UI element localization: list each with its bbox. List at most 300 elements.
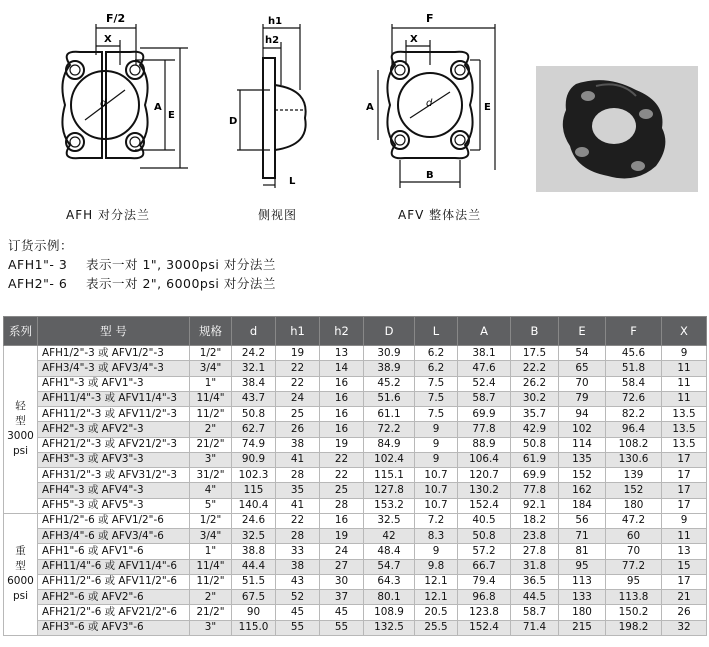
value-cell: 38 — [276, 437, 320, 452]
model-cell: AFH4"-3 或 AFV4"-3 — [38, 483, 190, 498]
value-cell: 180 — [606, 498, 662, 513]
value-cell: 28 — [276, 468, 320, 483]
value-cell: 27 — [320, 559, 364, 574]
value-cell: 26 — [276, 422, 320, 437]
value-cell: 45.6 — [606, 346, 662, 361]
value-cell: 1/2" — [190, 513, 232, 528]
value-cell: 4" — [190, 483, 232, 498]
column-header: d — [232, 317, 276, 346]
value-cell: 77.8 — [511, 483, 559, 498]
value-cell: 19 — [320, 437, 364, 452]
value-cell: 31.8 — [511, 559, 559, 574]
value-cell: 54.7 — [364, 559, 415, 574]
value-cell: 57.2 — [458, 544, 511, 559]
value-cell: 88.9 — [458, 437, 511, 452]
value-cell: 47.2 — [606, 513, 662, 528]
value-cell: 36.5 — [511, 574, 559, 589]
model-cell: AFH3/4"-3 或 AFV3/4"-3 — [38, 361, 190, 376]
table-row — [4, 437, 707, 452]
value-cell: 17 — [662, 483, 707, 498]
value-cell: 2" — [190, 590, 232, 605]
value-cell: 132.5 — [364, 620, 415, 635]
value-cell: 24 — [276, 391, 320, 406]
value-cell: 67.5 — [232, 590, 276, 605]
value-cell: 82.2 — [606, 407, 662, 422]
table-row — [4, 376, 707, 391]
model-cell: AFH1"-3 或 AFV1"-3 — [38, 376, 190, 391]
value-cell: 10.7 — [415, 483, 458, 498]
value-cell: 33 — [276, 544, 320, 559]
value-cell: 13.5 — [662, 407, 707, 422]
column-header: h2 — [320, 317, 364, 346]
value-cell: 44.4 — [232, 559, 276, 574]
value-cell: 7.5 — [415, 391, 458, 406]
value-cell: 70 — [559, 376, 606, 391]
value-cell: 3/4" — [190, 361, 232, 376]
afv-e-label: E — [484, 102, 491, 113]
value-cell: 1/2" — [190, 346, 232, 361]
order-text-1: 表示一对 1", 3000psi 对分法兰 — [86, 257, 276, 272]
value-cell: 58.7 — [511, 605, 559, 620]
afv-caption: AFV 整体法兰 — [398, 208, 482, 222]
value-cell: 80.1 — [364, 590, 415, 605]
value-cell: 81 — [559, 544, 606, 559]
value-cell: 8.3 — [415, 529, 458, 544]
value-cell: 115.1 — [364, 468, 415, 483]
series-label: 型 — [15, 415, 26, 428]
value-cell: 13.5 — [662, 422, 707, 437]
table-body — [4, 346, 707, 636]
series-cell — [4, 513, 38, 635]
column-header: E — [559, 317, 606, 346]
model-cell: AFH21/2"-3 或 AFV21/2"-3 — [38, 437, 190, 452]
value-cell: 41 — [276, 498, 320, 513]
table-row — [4, 544, 707, 559]
model-cell: AFH1/2"-6 或 AFV1/2"-6 — [38, 513, 190, 528]
value-cell: 95 — [606, 574, 662, 589]
value-cell: 30 — [320, 574, 364, 589]
value-cell: 152.4 — [458, 498, 511, 513]
value-cell: 45 — [320, 605, 364, 620]
series-label: psi — [12, 445, 29, 458]
model-cell: AFH3/4"-6 或 AFV3/4"-6 — [38, 529, 190, 544]
value-cell: 37 — [320, 590, 364, 605]
value-cell: 135 — [559, 452, 606, 467]
series-cell — [4, 346, 38, 514]
table-row — [4, 559, 707, 574]
value-cell: 45 — [276, 605, 320, 620]
value-cell: 52.4 — [458, 376, 511, 391]
value-cell: 42 — [364, 529, 415, 544]
value-cell: 71 — [559, 529, 606, 544]
f-label: F — [426, 12, 434, 25]
value-cell: 90.9 — [232, 452, 276, 467]
value-cell: 77.8 — [458, 422, 511, 437]
table-row — [4, 361, 707, 376]
model-cell: AFH2"-6 或 AFV2"-6 — [38, 590, 190, 605]
value-cell: 54 — [559, 346, 606, 361]
value-cell: 61.9 — [511, 452, 559, 467]
value-cell: 44.5 — [511, 590, 559, 605]
h2-label: h2 — [265, 35, 280, 46]
value-cell: 17 — [662, 574, 707, 589]
value-cell: 115.0 — [232, 620, 276, 635]
value-cell: 9 — [415, 437, 458, 452]
column-header: D — [364, 317, 415, 346]
value-cell: 41 — [276, 452, 320, 467]
value-cell: 22 — [320, 468, 364, 483]
value-cell: 113 — [559, 574, 606, 589]
value-cell: 42.9 — [511, 422, 559, 437]
value-cell: 215 — [559, 620, 606, 635]
value-cell: 152 — [559, 468, 606, 483]
value-cell: 18.2 — [511, 513, 559, 528]
value-cell: 10.7 — [415, 468, 458, 483]
column-header: 系列 — [4, 317, 38, 346]
value-cell: 84.9 — [364, 437, 415, 452]
value-cell: 115 — [232, 483, 276, 498]
table-row — [4, 391, 707, 406]
order-title: 订货示例： — [8, 238, 74, 253]
table-header-row — [4, 317, 707, 346]
value-cell: 71.4 — [511, 620, 559, 635]
value-cell: 24 — [320, 544, 364, 559]
value-cell: 102.4 — [364, 452, 415, 467]
value-cell: 26 — [662, 605, 707, 620]
value-cell: 7.2 — [415, 513, 458, 528]
value-cell: 9.8 — [415, 559, 458, 574]
value-cell: 22 — [276, 361, 320, 376]
l-label: L — [289, 176, 296, 187]
value-cell: 65 — [559, 361, 606, 376]
value-cell: 16 — [320, 513, 364, 528]
value-cell: 16 — [320, 422, 364, 437]
order-code-2: AFH2"- 6 — [8, 276, 68, 291]
value-cell: 25.5 — [415, 620, 458, 635]
value-cell: 150.2 — [606, 605, 662, 620]
value-cell: 31/2" — [190, 468, 232, 483]
column-header: h1 — [276, 317, 320, 346]
value-cell: 11/2" — [190, 407, 232, 422]
value-cell: 11 — [662, 391, 707, 406]
model-cell: AFH3"-3 或 AFV3"-3 — [38, 452, 190, 467]
e-label: E — [168, 110, 175, 121]
value-cell: 130.6 — [606, 452, 662, 467]
model-cell: AFH1/2"-3 或 AFV1/2"-3 — [38, 346, 190, 361]
order-example-1 — [8, 255, 276, 273]
table-row — [4, 346, 707, 361]
value-cell: 11/4" — [190, 559, 232, 574]
table-row — [4, 574, 707, 589]
value-cell: 95 — [559, 559, 606, 574]
afv-d-label: d — [426, 98, 433, 109]
value-cell: 32.1 — [232, 361, 276, 376]
value-cell: 15 — [662, 559, 707, 574]
value-cell: 11 — [662, 529, 707, 544]
value-cell: 152 — [606, 483, 662, 498]
value-cell: 72.6 — [606, 391, 662, 406]
value-cell: 120.7 — [458, 468, 511, 483]
value-cell: 38 — [276, 559, 320, 574]
value-cell: 30.9 — [364, 346, 415, 361]
value-cell: 21/2" — [190, 437, 232, 452]
table-row — [4, 468, 707, 483]
value-cell: 6.2 — [415, 361, 458, 376]
value-cell: 69.9 — [511, 468, 559, 483]
value-cell: 96.4 — [606, 422, 662, 437]
table-row — [4, 605, 707, 620]
value-cell: 79 — [559, 391, 606, 406]
value-cell: 9 — [415, 452, 458, 467]
value-cell: 55 — [276, 620, 320, 635]
value-cell: 96.8 — [458, 590, 511, 605]
column-header: F — [606, 317, 662, 346]
value-cell: 61.1 — [364, 407, 415, 422]
value-cell: 90 — [232, 605, 276, 620]
model-cell: AFH5"-3 或 AFV5"-3 — [38, 498, 190, 513]
series-label: 3000 — [7, 430, 34, 443]
value-cell: 79.4 — [458, 574, 511, 589]
value-cell: 22 — [320, 452, 364, 467]
value-cell: 2" — [190, 422, 232, 437]
value-cell: 19 — [320, 529, 364, 544]
value-cell: 9 — [662, 513, 707, 528]
value-cell: 35 — [276, 483, 320, 498]
series-label: 轻 — [15, 400, 26, 413]
value-cell: 17.5 — [511, 346, 559, 361]
value-cell: 6.2 — [415, 346, 458, 361]
model-cell: AFH3"-6 或 AFV3"-6 — [38, 620, 190, 635]
series-label: 重 — [15, 545, 26, 558]
value-cell: 102.3 — [232, 468, 276, 483]
value-cell: 108.2 — [606, 437, 662, 452]
value-cell: 153.2 — [364, 498, 415, 513]
table-row — [4, 483, 707, 498]
value-cell: 43 — [276, 574, 320, 589]
value-cell: 123.8 — [458, 605, 511, 620]
value-cell: 9 — [415, 422, 458, 437]
value-cell: 62.7 — [232, 422, 276, 437]
table-row — [4, 513, 707, 528]
value-cell: 9 — [415, 544, 458, 559]
value-cell: 21 — [662, 590, 707, 605]
column-header: 型 号 — [38, 317, 190, 346]
value-cell: 1" — [190, 376, 232, 391]
value-cell: 77.2 — [606, 559, 662, 574]
side-view-caption: 侧视图 — [258, 208, 298, 222]
value-cell: 102 — [559, 422, 606, 437]
table-row — [4, 498, 707, 513]
value-cell: 48.4 — [364, 544, 415, 559]
model-cell: AFH11/2"-6 或 AFV11/2"-6 — [38, 574, 190, 589]
value-cell: 72.2 — [364, 422, 415, 437]
table-row — [4, 620, 707, 635]
value-cell: 20.5 — [415, 605, 458, 620]
value-cell: 28 — [276, 529, 320, 544]
value-cell: 38.8 — [232, 544, 276, 559]
value-cell: 32 — [662, 620, 707, 635]
order-text-2: 表示一对 2", 6000psi 对分法兰 — [86, 276, 276, 291]
value-cell: 27.8 — [511, 544, 559, 559]
model-cell: AFH11/4"-3 或 AFV11/4"-3 — [38, 391, 190, 406]
table-row — [4, 590, 707, 605]
value-cell: 40.5 — [458, 513, 511, 528]
value-cell: 9 — [662, 346, 707, 361]
value-cell: 38.9 — [364, 361, 415, 376]
value-cell: 55 — [320, 620, 364, 635]
value-cell: 13 — [320, 346, 364, 361]
value-cell: 94 — [559, 407, 606, 422]
series-label: psi — [12, 590, 29, 603]
value-cell: 1" — [190, 544, 232, 559]
afv-x-label: X — [410, 34, 418, 45]
value-cell: 7.5 — [415, 407, 458, 422]
value-cell: 51.8 — [606, 361, 662, 376]
value-cell: 12.1 — [415, 590, 458, 605]
flange-photo — [536, 66, 698, 192]
value-cell: 51.5 — [232, 574, 276, 589]
model-cell: AFH21/2"-6 或 AFV21/2"-6 — [38, 605, 190, 620]
value-cell: 52 — [276, 590, 320, 605]
value-cell: 13 — [662, 544, 707, 559]
value-cell: 5" — [190, 498, 232, 513]
value-cell: 130.2 — [458, 483, 511, 498]
value-cell: 3" — [190, 452, 232, 467]
value-cell: 32.5 — [364, 513, 415, 528]
value-cell: 3/4" — [190, 529, 232, 544]
a-label: A — [154, 102, 162, 113]
value-cell: 30.2 — [511, 391, 559, 406]
value-cell: 11/2" — [190, 574, 232, 589]
value-cell: 133 — [559, 590, 606, 605]
value-cell: 106.4 — [458, 452, 511, 467]
value-cell: 114 — [559, 437, 606, 452]
column-header: A — [458, 317, 511, 346]
value-cell: 74.9 — [232, 437, 276, 452]
value-cell: 3" — [190, 620, 232, 635]
value-cell: 50.8 — [458, 529, 511, 544]
value-cell: 19 — [276, 346, 320, 361]
value-cell: 38.4 — [232, 376, 276, 391]
column-header: L — [415, 317, 458, 346]
value-cell: 198.2 — [606, 620, 662, 635]
value-cell: 22.2 — [511, 361, 559, 376]
value-cell: 28 — [320, 498, 364, 513]
afh-drawing — [40, 10, 200, 200]
column-header: X — [662, 317, 707, 346]
value-cell: 69.9 — [458, 407, 511, 422]
value-cell: 58.7 — [458, 391, 511, 406]
value-cell: 16 — [320, 391, 364, 406]
value-cell: 60 — [606, 529, 662, 544]
model-cell: AFH2"-3 或 AFV2"-3 — [38, 422, 190, 437]
value-cell: 50.8 — [511, 437, 559, 452]
value-cell: 25 — [276, 407, 320, 422]
afh-caption: AFH 对分法兰 — [66, 208, 150, 222]
order-example-2 — [8, 274, 276, 292]
value-cell: 23.8 — [511, 529, 559, 544]
model-cell: AFH11/2"-3 或 AFV11/2"-3 — [38, 407, 190, 422]
value-cell: 16 — [320, 407, 364, 422]
value-cell: 14 — [320, 361, 364, 376]
value-cell: 47.6 — [458, 361, 511, 376]
value-cell: 184 — [559, 498, 606, 513]
value-cell: 58.4 — [606, 376, 662, 391]
afv-a-label: A — [366, 102, 374, 113]
value-cell: 92.1 — [511, 498, 559, 513]
value-cell: 139 — [606, 468, 662, 483]
table-row — [4, 407, 707, 422]
value-cell: 7.5 — [415, 376, 458, 391]
value-cell: 45.2 — [364, 376, 415, 391]
column-header: 规格 — [190, 317, 232, 346]
value-cell: 11/4" — [190, 391, 232, 406]
value-cell: 12.1 — [415, 574, 458, 589]
f2-label: F/2 — [106, 12, 126, 25]
column-header: B — [511, 317, 559, 346]
model-cell: AFH31/2"-3 或 AFV31/2"-3 — [38, 468, 190, 483]
table-row — [4, 452, 707, 467]
value-cell: 17 — [662, 452, 707, 467]
b-label: B — [426, 170, 434, 181]
table-row — [4, 422, 707, 437]
d-label: d — [100, 98, 107, 109]
value-cell: 24.6 — [232, 513, 276, 528]
value-cell: 152.4 — [458, 620, 511, 635]
afv-drawing — [350, 10, 515, 200]
value-cell: 22 — [276, 513, 320, 528]
value-cell: 25 — [320, 483, 364, 498]
value-cell: 180 — [559, 605, 606, 620]
value-cell: 24.2 — [232, 346, 276, 361]
value-cell: 13.5 — [662, 437, 707, 452]
value-cell: 38.1 — [458, 346, 511, 361]
table-row — [4, 529, 707, 544]
value-cell: 10.7 — [415, 498, 458, 513]
series-label: 型 — [15, 560, 26, 573]
big-d-label: D — [229, 116, 238, 127]
value-cell: 108.9 — [364, 605, 415, 620]
value-cell: 64.3 — [364, 574, 415, 589]
model-cell: AFH11/4"-6 或 AFV11/4"-6 — [38, 559, 190, 574]
x-label: X — [104, 34, 112, 45]
value-cell: 56 — [559, 513, 606, 528]
value-cell: 17 — [662, 498, 707, 513]
value-cell: 32.5 — [232, 529, 276, 544]
order-code-1: AFH1"- 3 — [8, 257, 68, 272]
value-cell: 127.8 — [364, 483, 415, 498]
h1-label: h1 — [268, 16, 283, 27]
series-label: 6000 — [7, 575, 34, 588]
value-cell: 70 — [606, 544, 662, 559]
side-view-drawing — [225, 10, 325, 200]
value-cell: 50.8 — [232, 407, 276, 422]
value-cell: 16 — [320, 376, 364, 391]
spec-table — [3, 316, 707, 636]
value-cell: 113.8 — [606, 590, 662, 605]
value-cell: 11 — [662, 376, 707, 391]
value-cell: 22 — [276, 376, 320, 391]
model-cell: AFH1"-6 或 AFV1"-6 — [38, 544, 190, 559]
value-cell: 17 — [662, 468, 707, 483]
value-cell: 26.2 — [511, 376, 559, 391]
value-cell: 51.6 — [364, 391, 415, 406]
value-cell: 66.7 — [458, 559, 511, 574]
value-cell: 35.7 — [511, 407, 559, 422]
value-cell: 11 — [662, 361, 707, 376]
value-cell: 43.7 — [232, 391, 276, 406]
value-cell: 162 — [559, 483, 606, 498]
